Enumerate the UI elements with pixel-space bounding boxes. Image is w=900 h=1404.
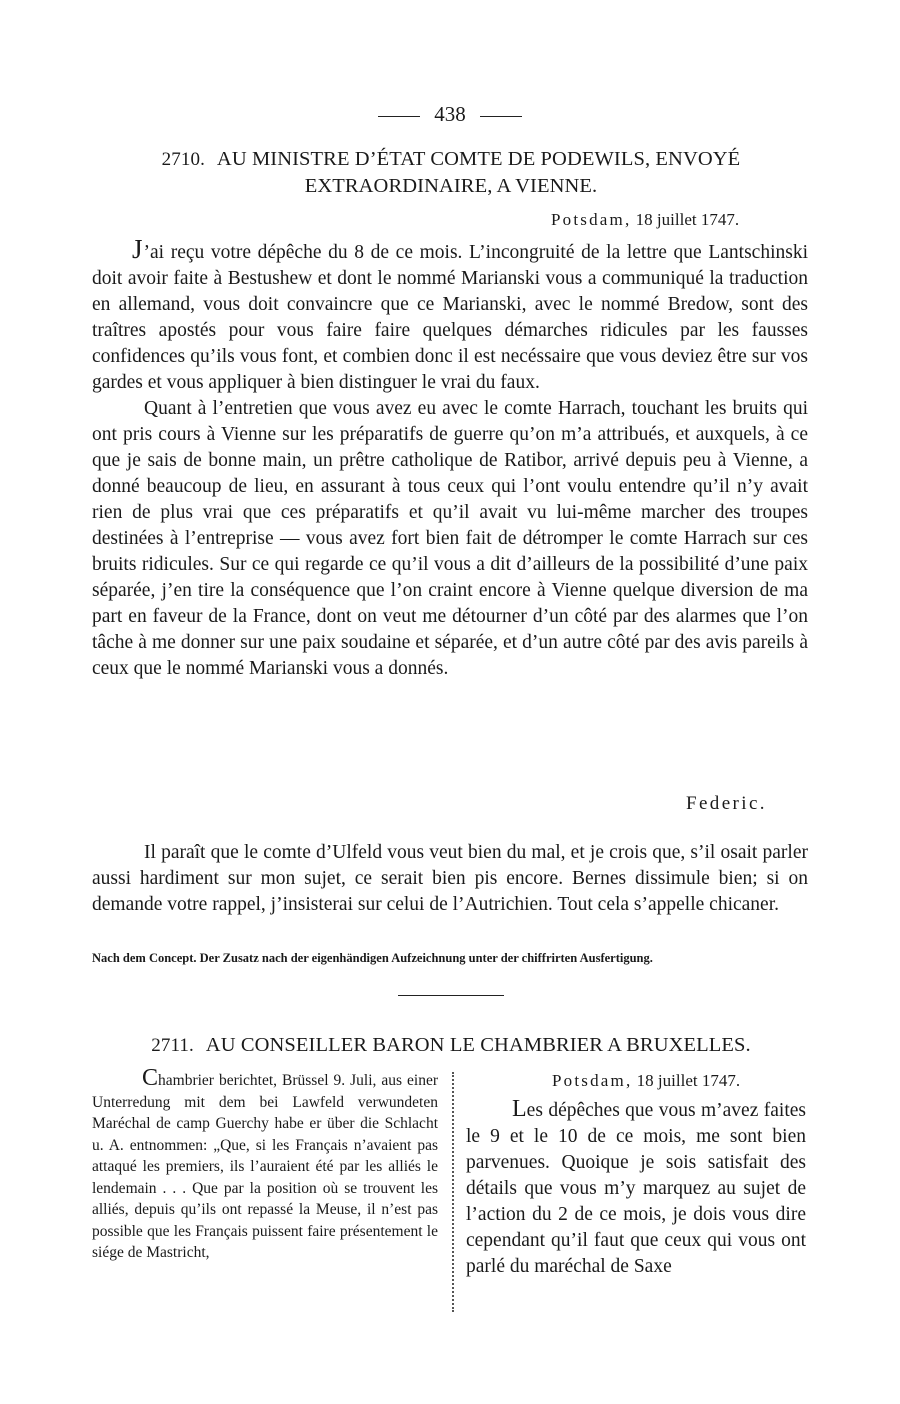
letter-2710-body	[92, 236, 808, 682]
letter-2711-summary-text: hambrier berichtet, Brüssel 9. Juli, aus einer Unterredung mit dem bei Lawfeld verwundeten Maréchal de camp Guerchy habe er über die Schlacht u. A. entnommen: „Que, si les Français n’avaient pas attaqué les premiers, ils l’auraient été par les alliés le lendemain . . . Que par la position où se trouvent les alliés, depuis qu’ils ont repassé la Meuse, il n’est pas possible que les Français puissent faire présentement le siége de Mastricht,	[92, 1072, 438, 1261]
page-number-value: 438	[434, 102, 466, 126]
column-divider	[452, 1072, 454, 1312]
letter-2711-heading	[92, 1032, 810, 1059]
letter-2710-paragraph-1	[92, 236, 808, 396]
section-divider	[398, 995, 504, 996]
letter-2710-title-line2: EXTRAORDINAIRE, A VIENNE.	[304, 175, 598, 197]
letter-2710-paragraph-2: Quant à l’entretien que vous avez eu avec le comte Harrach, touchant les bruits qui ont pris cours à Vienne sur les préparatifs de guerre qu’on m’a attribués, et auxquels, à ce que je sais de bonne main, un prêtre catholique de Ratibor, arrivé depuis peu à Vienne, a donné beaucoup de lieu, en assurant à tous ceux qui l’ont voulu entendre qu’il n’y avait rien de plus vrai que ces préparatifs et qu’il avait vu lui-même marcher des troupes destinées à l’entreprise — vous avez fort bien fait de détromper le comte Harrach sur ces bruits ridicules. Sur ce qui regarde ce qu’il vous a dit d’ailleurs de la possibilité d’une paix séparée, j’en tire la conséquence que l’on craint encore à Vienne quelque diversion de ma part en faveur de la France, dont on veut me détourner d’un côté par des alarmes que l’on tâche à me donner sur une paix soudaine et séparée, et d’un autre côté par des avis pareils à ceux que le nommé Marianski vous a donnés.	[92, 398, 808, 679]
letter-2710-source-note: Nach dem Concept. Der Zusatz nach der eigenhändigen Aufzeichnung unter der chiffrirten Ausfertigung.	[92, 951, 653, 965]
letter-2711-number: 2711.	[151, 1035, 194, 1056]
letter-2711-summary	[92, 1065, 438, 1264]
page-number-dash-left	[378, 116, 420, 117]
letter-2711-place: Potsdam,	[552, 1071, 633, 1090]
letter-2710-signature: Federic.	[686, 793, 767, 814]
letter-2710-title-line1: AU MINISTRE D’ÉTAT COMTE DE PODEWILS, ENVOYÉ	[216, 148, 741, 170]
letter-2711-date: 18 juillet 1747.	[636, 1071, 741, 1090]
page-number-dash-right	[480, 116, 522, 117]
letter-2711-summary-initial: C	[142, 1065, 159, 1091]
letter-2710-heading	[92, 146, 810, 199]
letter-2711-paragraph-1-text: es dépêches que vous m’avez faites le 9 et le 10 de ce mois, me sont bien parvenues. Quoique je sois satisfait des détails que vous m’y marquez au sujet de l’action du 2 de ce mois, je dois vous dire cependant qu’il faut que ceux qui vous ont parlé du maréchal de Saxe	[466, 1100, 806, 1277]
letter-2710-postscript	[92, 840, 808, 918]
letter-2710-place: Potsdam,	[551, 210, 632, 229]
letter-2711-paragraph-1	[466, 1096, 806, 1280]
letter-2710-dateline	[551, 210, 739, 230]
letter-2710-number: 2710.	[161, 149, 205, 170]
letter-2710-paragraph-1-text: ’ai reçu votre dépêche du 8 de ce mois. L’incongruité de la lettre que Lantschinski doit avoir faite à Bestushew et dont le nommé Marianski vous a communiqué la traduction en allemand, vous doit convaincre que ce Marianski, avec le nommé Bredow, sont des traîtres apostés pour vous faire faire quelques démarches ridicules par les fausses confidences qu’ils vous font, et combien donc il est necéssaire que vous deviez être sur vos gardes et vous appliquer à bien distinguer le vrai du faux.	[92, 242, 808, 393]
letter-2711-title: AU CONSEILLER BARON LE CHAMBRIER A BRUXELLES.	[205, 1034, 751, 1056]
page-number	[0, 102, 900, 127]
letter-2710-initial: J	[132, 234, 143, 264]
letter-2710-postscript-text: Il paraît que le comte d’Ulfeld vous veut bien du mal, et je crois que, s’il osait parler aussi hardiment sur mon sujet, ce serait bien pis encore. Bernes dissimule bien; si on demande votre rappel, j’insisterai sur celui de l’Autrichien. Tout cela s’appelle chicaner.	[92, 842, 808, 915]
letter-2710-date: 18 juillet 1747.	[635, 210, 740, 229]
letter-2711-text-column	[466, 1096, 806, 1280]
letter-2711-initial: L	[512, 1096, 527, 1122]
letter-2711-summary-column	[92, 1065, 438, 1264]
letter-2710-heading-line1	[92, 146, 810, 173]
letter-2711-dateline	[552, 1071, 740, 1091]
